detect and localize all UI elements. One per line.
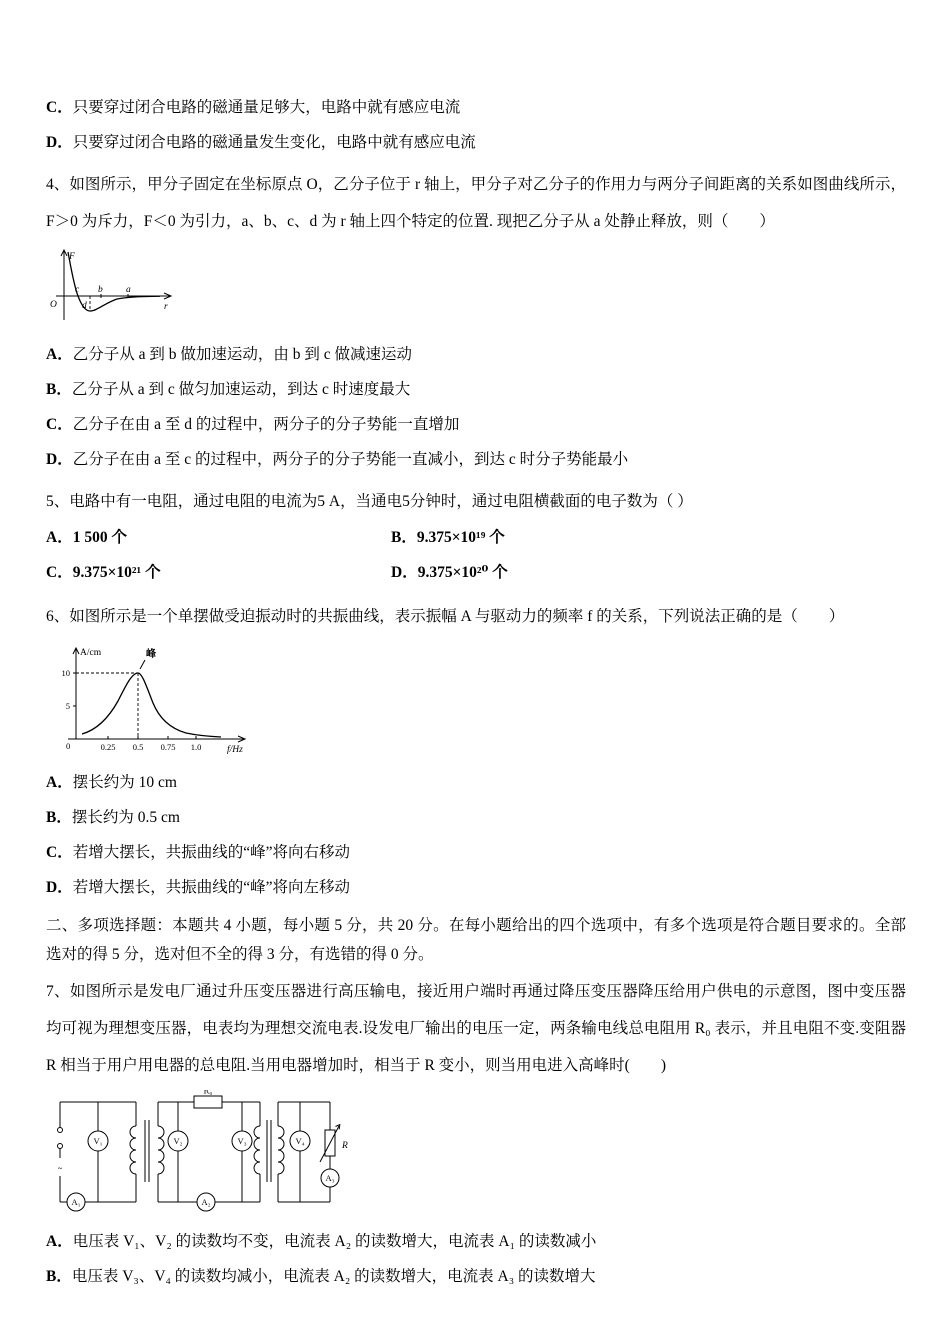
q6-origin-label: 0 [66, 741, 71, 751]
option-label: B． [46, 809, 72, 826]
q6-x-axis-label: f/Hz [227, 745, 243, 755]
option-text: 摆长约为 0.5 cm [71, 809, 180, 826]
q6-x-tick-025: 0.25 [100, 742, 116, 752]
option-label: D． [46, 451, 73, 468]
option-row [46, 1265, 906, 1289]
q4-point-a: a [126, 285, 131, 295]
option-row [46, 526, 391, 550]
option-row [391, 526, 906, 550]
option-label: A． [46, 774, 73, 791]
option-label: A． [46, 1233, 73, 1250]
q4-force-distance-figure [46, 246, 906, 333]
q5-options-grid [46, 526, 906, 596]
option-row [46, 96, 906, 120]
option-row [391, 561, 906, 585]
q6-x-tick-075: 0.75 [160, 742, 176, 752]
option-row [46, 343, 906, 367]
voltmeter-v3-label: V₃ [237, 1136, 247, 1146]
option-text: 只要穿过闭合电路的磁通量发生变化，电路中就有感应电流 [72, 134, 476, 151]
q6-x-tick-05: 0.5 [132, 742, 144, 752]
q7-transmission-circuit-figure [46, 1090, 906, 1220]
q5-stem: 5、电路中有一电阻，通过电阻的电流为5 A，当通电5分钟时，通过电阻横截面的电子数为（ ） [46, 493, 693, 510]
option-text: 乙分子从 a 到 b 做加速运动，由 b 到 c 做减速运动 [72, 346, 412, 363]
q4-point-c: c [75, 285, 80, 295]
voltmeter-v4-label: V₄ [295, 1136, 305, 1146]
transformer1-primary-coil [130, 1126, 136, 1174]
option-text: 摆长约为 10 cm [72, 774, 177, 791]
option-text: 乙分子从 a 到 c 做匀加速运动，到达 c 时速度最大 [71, 381, 411, 398]
q7-circuit-svg [46, 1090, 356, 1215]
source-terminal [58, 1144, 63, 1149]
q4-stem: 4、如图所示，甲分子固定在坐标原点 O，乙分子位于 r 轴上，甲分子对乙分子的作用力与两分子间距离的关系如图曲线所示，F＞0 为斥力，F＜0 为引力，a、b、c、d 为 r 轴上四个特定的位置. 现把乙分子从 a 处静止释放，则（ ） [46, 176, 906, 230]
option-text: 乙分子在由 a 至 c 的过程中，两分子的分子势能一直减小，到达 c 时分子势能最小 [72, 451, 629, 468]
option-text: 9.375×10²⁰ 个 [417, 564, 508, 581]
option-row [46, 561, 391, 585]
option-text: 1 500 个 [72, 529, 127, 546]
q7-stem: 7、如图所示是发电厂通过升压变压器进行高压输电，接近用户端时再通过降压变压器降压给用户供电的示意图，图中变压器均可视为理想变压器，电表均为理想交流电表.设发电厂输出的电压一定，两条输电线总电阻用 R₀ 表示，并且电阻不变.变阻器 R 相当于用户用电器的总电阻.当用电器增加时，相当于 R 变小，则当用电进入高峰时( ) [46, 983, 906, 1074]
ac-source-symbol: ~ [57, 1163, 63, 1173]
option-label: D． [46, 134, 73, 151]
option-label: C． [46, 844, 73, 861]
q6-peak-label: 峰 [146, 649, 156, 660]
ammeter-a2-label: A₂ [201, 1197, 211, 1207]
option-row [46, 131, 906, 155]
q6-stem: 6、如图所示是一个单摆做受迫振动时的共振曲线，表示振幅 A 与驱动力的频率 f 的关系，下列说法正确的是（ ） [46, 608, 845, 625]
option-label: C． [46, 99, 73, 116]
option-text: 若增大摆长，共振曲线的“峰”将向右移动 [72, 844, 350, 861]
option-row [46, 841, 906, 865]
option-label: C． [46, 416, 73, 433]
option-text: 9.375×10¹⁹ 个 [416, 529, 505, 546]
option-row [46, 771, 906, 795]
option-label: B． [46, 381, 72, 398]
transformer2-primary-coil [254, 1126, 260, 1174]
option-label: C． [46, 564, 73, 581]
option-text: 乙分子在由 a 至 d 的过程中，两分子的分子势能一直增加 [72, 416, 460, 433]
option-label: B． [391, 529, 417, 546]
option-text: 电压表 V₁、V₂ 的读数均不变，电流表 A₂ 的读数增大，电流表 A₁ 的读数减小 [72, 1233, 597, 1250]
load-rheostat-r-label: R [342, 1141, 348, 1151]
option-text: 只要穿过闭合电路的磁通量足够大，电路中就有感应电流 [72, 99, 461, 116]
q4-y-axis-label: F [69, 252, 75, 262]
voltmeter-v2-label: V₂ [173, 1136, 183, 1146]
q6-y-axis-label: A/cm [80, 648, 102, 658]
option-label: B． [46, 1268, 72, 1285]
option-row [46, 876, 906, 900]
transformer1-secondary-coil [158, 1126, 164, 1174]
ammeter-a1-label: A₁ [71, 1197, 81, 1207]
option-text: 若增大摆长，共振曲线的“峰”将向左移动 [72, 879, 350, 896]
option-label: D． [391, 564, 418, 581]
q4-x-axis-label: r [164, 302, 168, 312]
option-text: 电压表 V₃、V₄ 的读数均减小，电流表 A₂ 的读数增大，电流表 A₃ 的读数增大 [71, 1268, 596, 1285]
q4-point-d: d [82, 301, 87, 311]
q6-figure-svg [46, 641, 261, 756]
line-resistor-r0 [194, 1096, 222, 1108]
option-text: 9.375×10²¹ 个 [72, 564, 161, 581]
q4-figure-svg [46, 246, 178, 328]
ammeter-a3-label: A₃ [325, 1173, 335, 1183]
q6-resonance-curve-figure [46, 641, 906, 761]
option-row [46, 413, 906, 437]
q6-y-tick-10: 10 [61, 668, 70, 678]
option-label: D． [46, 879, 73, 896]
section-2-header: 二、多项选择题：本题共 4 小题，每小题 5 分，共 20 分。在每小题给出的四个选项中，有多个选项是符合题目要求的。全部选对的得 5 分，选对但不全的得 3 分，有选错的得 0 分。 [46, 917, 906, 963]
q6-y-tick-5: 5 [65, 701, 70, 711]
option-row [46, 448, 906, 472]
option-label: A． [46, 346, 73, 363]
q6-x-tick-10: 1.0 [190, 742, 202, 752]
voltmeter-v1-label: V₁ [93, 1136, 103, 1146]
option-row [46, 806, 906, 830]
option-row [46, 378, 906, 402]
option-row [46, 1230, 906, 1254]
transformer2-secondary-coil [278, 1126, 284, 1174]
line-resistor-r0-label: R₀ [203, 1090, 213, 1096]
option-label: A． [46, 529, 73, 546]
q4-point-b: b [98, 285, 103, 295]
q4-origin-label: O [50, 300, 57, 310]
source-terminal [58, 1128, 63, 1133]
q6-resonance-curve [82, 673, 221, 737]
